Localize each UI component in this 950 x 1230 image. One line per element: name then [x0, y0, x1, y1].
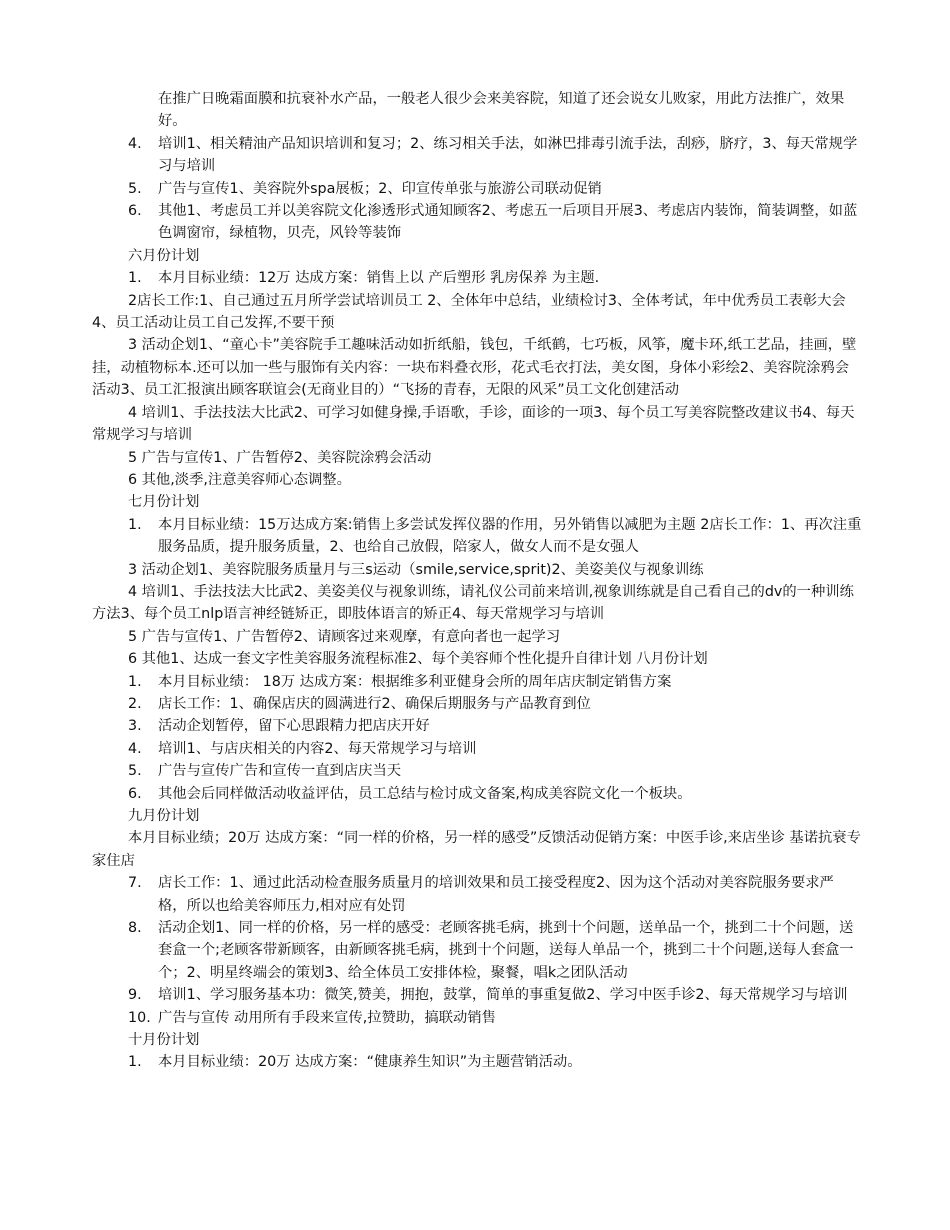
list-item — [92, 715, 862, 737]
text: 本月目标业绩：15万达成方案:销售上多尝试发挥仪器的作用，另外销售以减肥为主题 2店长工作：1、再次注重服务品质，提升服务质量，2、也给自己放假，陪家人，做女人而不是女强人 — [158, 516, 862, 556]
paragraph — [92, 447, 862, 469]
text: 3 活动企划1、“童心卡”美容院手工趣味活动如折纸船，钱包，千纸鹤，七巧板，风筝，魔卡环,纸工艺品，挂画，壁挂，动植物标本.还可以加一些与服饰有关内容：一块布料叠衣形，花式毛衣打法，美女图，身体小彩绘2、美容院涂鸦会活动3、员工汇报演出顾客联谊会(无商业目的）“飞扬的青春，无限的风采”员工文化创建活动 — [92, 337, 857, 399]
text: 6 其他,淡季,注意美容师心态调整。 — [128, 471, 351, 488]
paragraph — [92, 581, 862, 626]
text: 6 其他1、达成一套文字性美容服务流程标准2、每个美容师个性化提升自律计划 八月份计划 — [128, 651, 708, 668]
list-number: 1. — [128, 516, 142, 533]
text: 本月目标业绩： 18万 达成方案：根据维多利亚健身会所的周年店庆制定销售方案 — [158, 673, 672, 690]
text: 十月份计划 — [128, 1032, 200, 1049]
text: 六月份计划 — [128, 247, 200, 264]
paragraph — [92, 648, 862, 670]
document-body — [92, 88, 862, 1074]
text: 本月目标业绩：12万 达成方案：销售上以 产后塑形 乳房保养 为主题. — [158, 270, 600, 287]
list-number: 6. — [128, 203, 142, 220]
list-item — [92, 1051, 862, 1073]
section-heading — [92, 491, 862, 513]
text: 3 活动企划1、美容院服务质量月与三s运动（smile,service,sprit)2、美姿美仪与视象训练 — [128, 561, 704, 578]
text: 广告与宣传1、美容院外spa展板；2、印宣传单张与旅游公司联动促销 — [158, 180, 602, 197]
text: 培训1、相关精油产品知识培训和复习；2、练习相关手法，如淋巴排毒引流手法，刮痧，脐疗，3、每天常规学习与培训 — [158, 135, 858, 175]
paragraph — [92, 402, 862, 447]
list-item — [92, 984, 862, 1006]
text: 5 广告与宣传1、广告暂停2、美容院涂鸦会活动 — [128, 449, 432, 466]
list-item — [92, 1007, 862, 1029]
list-item — [92, 917, 862, 984]
paragraph — [92, 827, 862, 872]
list-item — [92, 760, 862, 782]
text: 5 广告与宣传1、广告暂停2、请顾客过来观摩，有意向者也一起学习 — [128, 628, 561, 645]
text: 广告与宣传广告和宣传一直到店庆当天 — [158, 763, 402, 780]
text: 4 培训1、手法技法大比武2、可学习如健身操,手语歌，手诊，面诊的一项3、每个员工写美容院整改建议书4、每天常规学习与培训 — [92, 404, 855, 444]
list-item — [92, 671, 862, 693]
list-number: 6. — [128, 785, 142, 802]
list-number: 1. — [128, 270, 142, 287]
list-item — [92, 178, 862, 200]
text: 本月目标业绩：20万 达成方案：“健康养生知识”为主题营销活动。 — [158, 1054, 582, 1071]
list-number: 1. — [128, 1054, 142, 1071]
list-item — [92, 514, 862, 559]
text: 其他1、考虑员工并以美容院文化渗透形式通知顾客2、考虑五一后项目开展3、考虑店内装饰，简装调整，如蓝色调窗帘，绿植物，贝壳，风铃等装饰 — [158, 203, 858, 242]
text: 活动企划暂停，留下心思跟精力把店庆开好 — [158, 718, 430, 735]
text: 2店长工作:1、自己通过五月所学尝试培训员工 2、全体年中总结，业绩检讨3、全体考试，年中优秀员工表彰大会4、员工活动让员工自己发挥,不要干预 — [92, 292, 846, 332]
text: 九月份计划 — [128, 808, 200, 824]
text: 培训1、与店庆相关的内容2、每天常规学习与培训 — [158, 740, 477, 757]
list-item — [92, 783, 862, 805]
list-item — [92, 693, 862, 715]
text: 广告与宣传 动用所有手段来宣传,拉赞助，搞联动销售 — [158, 1009, 496, 1026]
list-number: 1. — [128, 673, 142, 690]
list-item — [92, 738, 862, 760]
list-number: 5. — [128, 180, 142, 197]
text: 4 培训1、手法技法大比武2、美姿美仪与视象训练，请礼仪公司前来培训,视象训练就是自己看自己的dv的一种训练方法3、每个员工nlp语言神经链矫正，即肢体语言的矫正4、每天常规学习与培训 — [92, 583, 854, 623]
list-number: 5. — [128, 763, 142, 780]
section-heading — [92, 245, 862, 267]
list-number: 8. — [128, 920, 142, 937]
paragraph — [92, 334, 862, 401]
list-item — [92, 267, 862, 289]
list-number: 4. — [128, 740, 142, 757]
list-number: 2. — [128, 695, 142, 712]
text: 活动企划1、同一样的价格，另一样的感受：老顾客挑毛病，挑到十个问题，送单品一个，挑到二十个问题，送套盒一个;老顾客带新顾客，由新顾客挑毛病，挑到十个问题，送每人单品一个，挑到二十个问题,送每人套盒一个；2、明星终端会的策划3、给全体员工安排体检，聚餐，唱k之团队活动 — [158, 920, 854, 981]
paragraph — [92, 626, 862, 648]
list-item — [92, 133, 862, 178]
list-number: 9. — [128, 987, 142, 1004]
paragraph — [92, 290, 862, 335]
list-number: 10. — [128, 1009, 151, 1026]
section-heading — [92, 1029, 862, 1051]
paragraph — [92, 559, 862, 581]
list-item — [92, 872, 862, 917]
paragraph — [92, 469, 862, 491]
list-item — [92, 200, 862, 245]
text: 店长工作：1、通过此活动检查服务质量月的培训效果和员工接受程度2、因为这个活动对美容院服务要求严格，所以也给美容师压力,相对应有处罚 — [158, 875, 834, 914]
list-number: 7. — [128, 875, 142, 892]
text: 店长工作：1、确保店庆的圆满进行2、确保后期服务与产品教育到位 — [158, 695, 591, 712]
list-number: 4. — [128, 135, 142, 152]
text: 在推广日晚霜面膜和抗衰补水产品，一般老人很少会来美容院，知道了还会说女儿败家，用此方法推广，效果好。 — [158, 91, 845, 130]
text: 本月目标业绩；20万 达成方案：“同一样的价格，另一样的感受”反馈活动促销方案：中医手诊,来店坐诊 基诺抗衰专家住店 — [92, 830, 861, 869]
text: 其他会后同样做活动收益评估，员工总结与检讨成文备案,构成美容院文化一个板块。 — [158, 785, 692, 802]
section-heading — [92, 805, 862, 827]
paragraph — [92, 88, 862, 133]
text: 培训1、学习服务基本功：微笑,赞美，拥抱，鼓掌，简单的事重复做2、学习中医手诊2、每天常规学习与培训 — [158, 987, 848, 1004]
text: 七月份计划 — [128, 494, 200, 511]
list-number: 3. — [128, 718, 142, 735]
